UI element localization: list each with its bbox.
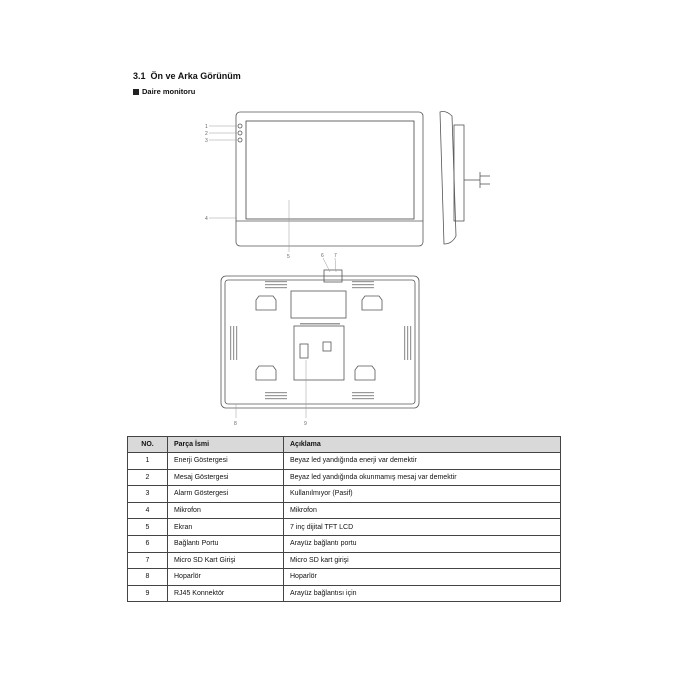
table-row: [128, 569, 561, 586]
speaker-grille-right: [404, 326, 411, 360]
speaker-grille-top-right: [352, 281, 374, 288]
section-number: 3.1: [133, 71, 146, 81]
speaker-grille-bottom-left: [265, 392, 287, 399]
callout-7: 7: [334, 253, 337, 259]
row-no: 7: [128, 552, 168, 569]
row-description: Beyaz led yandığında okunmamış mesaj var demektir: [284, 469, 561, 486]
row-part-name: Mesaj Göstergesi: [168, 469, 284, 486]
callout-4: 4: [205, 216, 208, 222]
header-part-name: Parça İsmi: [168, 437, 284, 453]
parts-table: [127, 436, 561, 602]
row-no: 2: [128, 469, 168, 486]
row-description: Mikrofon: [284, 502, 561, 519]
monitor-screen: [246, 121, 414, 219]
table-row: [128, 519, 561, 536]
callout-2: 2: [205, 131, 208, 137]
row-part-name: Micro SD Kart Girişi: [168, 552, 284, 569]
subtitle-text: Daire monitoru: [142, 87, 196, 96]
callout-8: 8: [234, 421, 237, 427]
row-no: 1: [128, 453, 168, 470]
table-row: [128, 552, 561, 569]
callout-6: 6: [321, 253, 324, 259]
row-no: 9: [128, 585, 168, 602]
table-row: [128, 486, 561, 503]
table-row: [128, 502, 561, 519]
row-description: Micro SD kart girişi: [284, 552, 561, 569]
table-row: [128, 453, 561, 470]
row-part-name: Alarm Göstergesi: [168, 486, 284, 503]
row-part-name: Hoparlör: [168, 569, 284, 586]
row-description: Arayüz bağlantı portu: [284, 535, 561, 552]
callout-5: 5: [287, 254, 290, 260]
row-part-name: Bağlantı Portu: [168, 535, 284, 552]
back-port-panel: [294, 326, 344, 380]
row-description: Beyaz led yandığında enerji var demektir: [284, 453, 561, 470]
row-part-name: Enerji Göstergesi: [168, 453, 284, 470]
table-row: [128, 585, 561, 602]
row-no: 4: [128, 502, 168, 519]
row-no: 5: [128, 519, 168, 536]
monitor-front-body: [236, 112, 423, 246]
table-header-row: [128, 437, 561, 453]
table-row: [128, 469, 561, 486]
monitor-back-body: [221, 276, 419, 408]
back-connector-recess: [291, 291, 346, 318]
row-description: Hoparlör: [284, 569, 561, 586]
row-description: 7 inç dijital TFT LCD: [284, 519, 561, 536]
indicator-led-2: [238, 131, 242, 135]
row-part-name: RJ45 Konnektör: [168, 585, 284, 602]
row-part-name: Mikrofon: [168, 502, 284, 519]
section-title: Ön ve Arka Görünüm: [150, 71, 241, 81]
callout-9: 9: [304, 421, 307, 427]
table-row: [128, 535, 561, 552]
indicator-led-3: [238, 138, 242, 142]
row-description: Arayüz bağlantısı için: [284, 585, 561, 602]
row-no: 8: [128, 569, 168, 586]
speaker-grille-left: [230, 326, 237, 360]
callout-1: 1: [205, 124, 208, 130]
indicator-led-1: [238, 124, 242, 128]
header-no: NO.: [128, 437, 168, 453]
row-description: Kullanılmıyor (Pasif): [284, 486, 561, 503]
row-part-name: Ekran: [168, 519, 284, 536]
speaker-grille-bottom-right: [352, 392, 374, 399]
speaker-grille-top-left: [265, 281, 287, 288]
row-no: 6: [128, 535, 168, 552]
callout-3: 3: [205, 138, 208, 144]
row-no: 3: [128, 486, 168, 503]
header-description: Açıklama: [284, 437, 561, 453]
